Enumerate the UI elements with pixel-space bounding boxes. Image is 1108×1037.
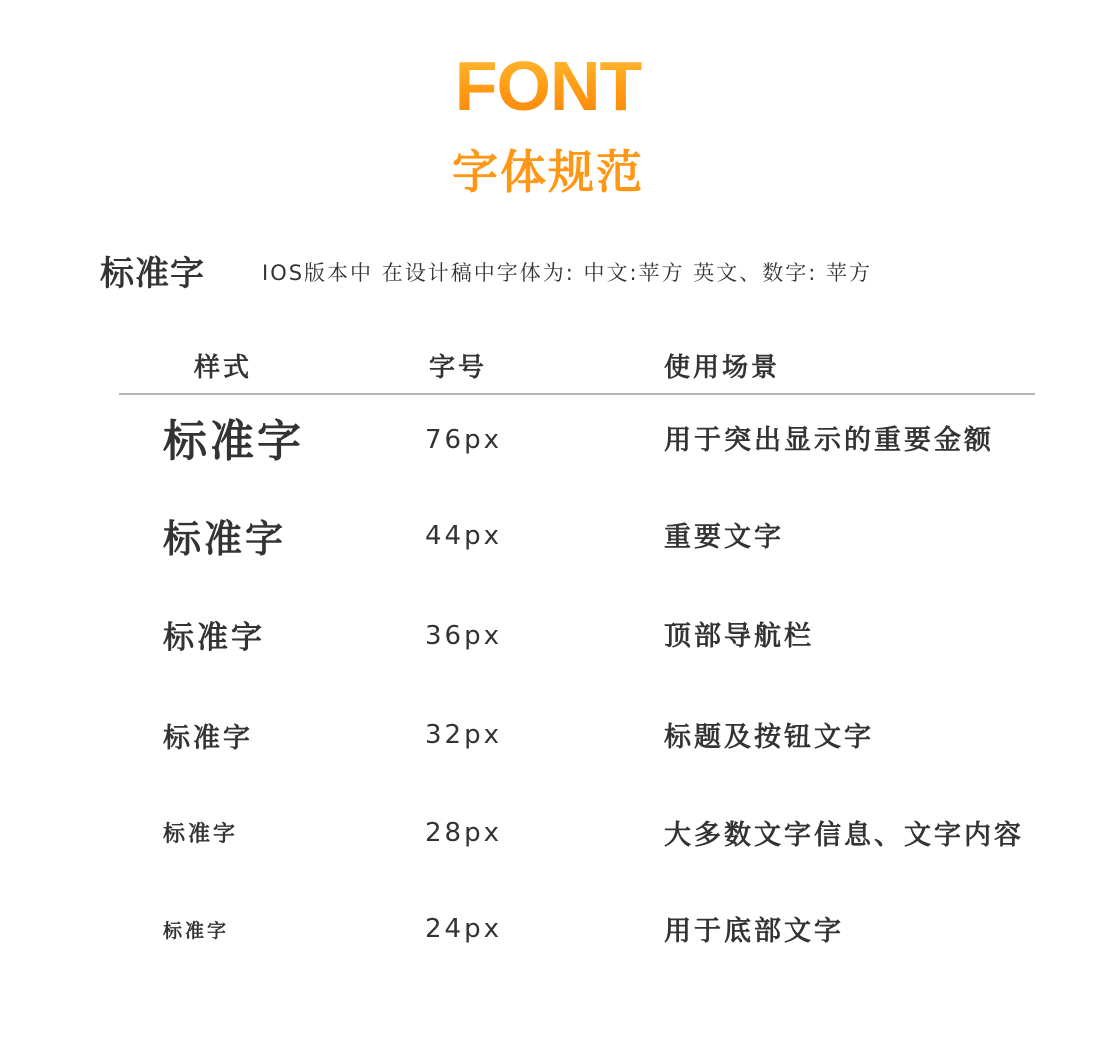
usage-text: 重要文字 — [664, 522, 784, 553]
font-size-value: 76px — [425, 425, 502, 455]
font-size-value: 36px — [425, 621, 502, 651]
usage-text: 标题及按钮文字 — [664, 722, 874, 753]
usage-text: 用于底部文字 — [664, 916, 844, 947]
usage-text: 顶部导航栏 — [664, 621, 814, 652]
column-header-style: 样式 — [194, 353, 253, 383]
usage-text: 大多数文字信息、文字内容 — [664, 820, 1024, 851]
usage-text: 用于突出显示的重要金额 — [664, 425, 994, 456]
font-sample: 标准字 — [163, 517, 287, 561]
header-divider — [119, 393, 1035, 395]
font-size-value: 24px — [425, 914, 502, 944]
font-sample: 标准字 — [163, 920, 230, 942]
column-header-size: 字号 — [429, 353, 488, 383]
intro-text: IOS版本中 在设计稿中字体为: 中文:苹方 英文、数字: 苹方 — [262, 261, 872, 285]
font-size-value: 32px — [425, 720, 502, 750]
font-sample: 标准字 — [163, 822, 239, 847]
page-title-en: FONT — [0, 44, 1096, 128]
font-sample: 标准字 — [163, 620, 265, 656]
font-sample: 标准字 — [163, 723, 253, 754]
font-size-value: 44px — [425, 521, 502, 551]
intro-label: 标准字 — [100, 254, 205, 294]
page-title-cn: 字体规范 — [452, 145, 644, 199]
column-header-usage: 使用场景 — [664, 353, 781, 383]
font-sample: 标准字 — [163, 416, 304, 467]
font-size-value: 28px — [425, 818, 502, 848]
